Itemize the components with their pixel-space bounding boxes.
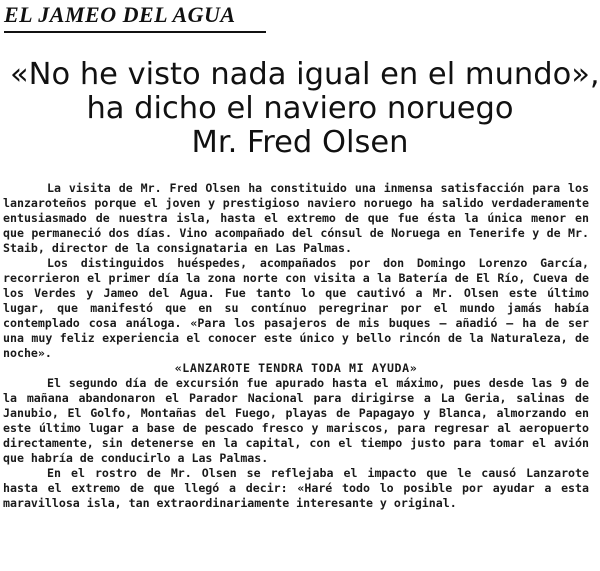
headline-line-3: Mr. Fred Olsen [191,125,409,160]
article-body [3,181,589,511]
headline-line-2: ha dicho el naviero noruego [86,91,514,126]
section-rule [4,31,266,33]
subheading: «LANZAROTE TENDRA TODA MI AYUDA» [174,361,418,375]
paragraph-1: La visita de Mr. Fred Olsen ha constituido una inmensa satisfacción para los lanzaroteños porque el joven y prestigioso naviero noruego ha salido verdaderamente entusiasmado de nuestra isla, hasta el extremo de que fue ésta la única menor en que permaneció dos días. Vino acompañado del cónsul de Noruega en Tenerife y de Mr. Staib, director de la consignataria en Las Palmas. [3,181,589,255]
section-header: EL JAMEO DEL AGUA [4,2,236,27]
paragraph-4: En el rostro de Mr. Olsen se reflejaba el impacto que le causó Lanzarote hasta el extremo de que llegó a decir: «Haré todo lo posible por ayudar a esta maravillosa isla, tan extraordinariamente interesante y original. [3,466,589,510]
paragraph-2: Los distinguidos huéspedes, acompañados por don Domingo Lorenzo García, recorrieron el primer día la zona norte con visita a la Batería de El Río, Cueva de los Verdes y Jameo del Agua. Fue tanto lo que cautivó a Mr. Olsen este último lugar, que manifestó que en su contínuo peregrinar por el mundo jamás había contemplado cosa análoga. «Para los pasajeros de mis buques — añadió — ha de ser una muy feliz experiencia el conocer este único y bello rincón de la Naturaleza, de noche». [3,256,589,360]
headline [10,57,600,160]
headline-line-1: «No he visto nada igual en el mundo», [10,57,600,92]
paragraph-3: El segundo día de excursión fue apurado hasta el máximo, pues desde las 9 de la mañana abandonaron el Parador Nacional para dirigirse a La Geria, salinas de Janubio, El Golfo, Montañas del Fuego, playas de Papagayo y Blanca, almorzando en este último lugar a base de pescado fresco y mariscos, para regresar al aeropuerto directamente, sin detenerse en la capital, con el tiempo justo para tomar el avión que habría de conducirlo a Las Palmas. [3,376,589,465]
